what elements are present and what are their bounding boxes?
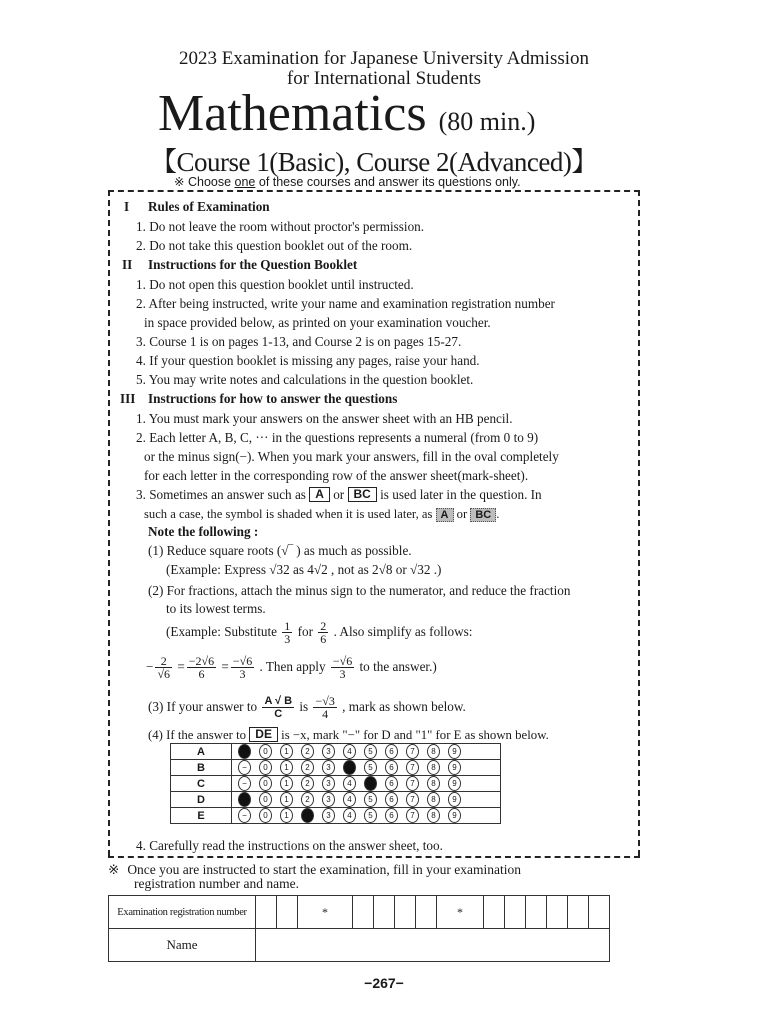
mark-bubble: 6: [385, 808, 398, 823]
shaded-box-bc: BC: [470, 508, 496, 522]
section1-item-2: 2. Do not take this question booklet out of the room.: [136, 238, 413, 253]
mark-bubble: −: [238, 744, 251, 759]
section3-title: Instructions for how to answer the questions: [148, 391, 398, 406]
mark-bubble: 3: [322, 792, 335, 807]
mark-bubble: 8: [427, 776, 440, 791]
section3-item-2a: 2. Each letter A, B, C, ··· in the questions represents a numeral (from 0 to 9): [136, 430, 539, 445]
mark-bubble: 9: [448, 792, 461, 807]
mark-bubble: 0: [259, 808, 272, 823]
mark-bubble: −: [238, 776, 251, 791]
mark-bubble: 2: [301, 808, 314, 823]
mark-bubble: 2: [301, 792, 314, 807]
mark-bubble: 8: [427, 760, 440, 775]
exam-title-line1: 2023 Examination for Japanese University Admission: [178, 48, 590, 69]
fraction-mrt6-3b: [331, 655, 354, 680]
mark-bubble: 5: [364, 760, 377, 775]
answer-box-bc: BC: [348, 487, 377, 502]
frame-right: [638, 190, 640, 856]
course-heading: 【Course 1(Basic), Course 2(Advanced)】: [150, 147, 598, 177]
note-text: Choose: [187, 175, 235, 189]
note3-text-end: , mark as shown below.: [342, 699, 466, 714]
mark-row-label: A: [171, 744, 232, 760]
mark-bubble: 4: [343, 760, 356, 775]
frac-num: −√6: [232, 654, 253, 669]
section1-heading: [124, 199, 270, 215]
mark-bubble: 6: [385, 792, 398, 807]
mark-bubble: 0: [259, 744, 272, 759]
section3-item-3a: [136, 487, 542, 503]
mark-bubble: −: [238, 808, 251, 823]
mark-row: [171, 744, 501, 760]
reg-digit-cell[interactable]: [277, 896, 298, 929]
frac-den: 6: [320, 632, 327, 647]
note-1: (1) Reduce square roots (√‾ ) as much as possible.: [148, 543, 412, 558]
mark-bubble: −: [238, 760, 251, 775]
registration-number-label: Examination registration number: [109, 896, 256, 929]
note-1-example: (Example: Express √32 as 4√2 , not as 2√8 or √32 .): [166, 562, 442, 577]
section2-title: Instructions for the Question Booklet: [148, 257, 358, 272]
registration-table: [108, 895, 610, 962]
mark-bubble: 5: [364, 776, 377, 791]
frame-bottom: [108, 856, 640, 858]
note4-text-end: is −x, mark "−" for D and "1" for E as shown below.: [281, 728, 549, 742]
example-for: for: [297, 624, 313, 639]
footer-note-line2: registration number and name.: [134, 876, 299, 891]
mark-bubble: 9: [448, 760, 461, 775]
subject-title: [158, 84, 535, 143]
reg-digit-cell[interactable]: [395, 896, 416, 929]
section2-item-2: 2. After being instructed, write your name and examination registration number: [136, 296, 555, 311]
section1-title: Rules of Examination: [148, 199, 270, 214]
footer-note-mark: ※: [108, 862, 120, 877]
footer-note-text: Once you are instructed to start the examination, fill in your examination: [127, 862, 521, 877]
reg-digit-cell[interactable]: [416, 896, 437, 929]
section1-item-1: 1. Do not leave the room without proctor's permission.: [136, 219, 425, 234]
item3-or: or: [333, 487, 345, 502]
section3-number: III: [120, 391, 136, 406]
mark-bubble: 2: [301, 760, 314, 775]
mark-row-label: D: [171, 792, 232, 808]
example-text-end: . Also simplify as follows:: [333, 624, 473, 639]
note3-is: is: [299, 699, 309, 714]
note3-text: (3) If your answer to: [148, 699, 258, 714]
mark-bubble: 5: [364, 792, 377, 807]
mark-bubble: 1: [280, 776, 293, 791]
mark-bubble: 8: [427, 808, 440, 823]
reg-digit-cell[interactable]: [256, 896, 277, 929]
frac-den: 6: [198, 667, 205, 682]
mark-bubble: 7: [406, 760, 419, 775]
answer-box-a: A: [309, 487, 330, 502]
frac-num: −√6: [332, 654, 353, 669]
note4-text: (4) If the answer to: [148, 728, 247, 742]
mark-bubble: 6: [385, 760, 398, 775]
example-then: . Then apply: [259, 659, 326, 674]
frac-den: 3: [339, 667, 346, 682]
mark-bubble: 3: [322, 744, 335, 759]
fraction-mrt6-3: [231, 655, 254, 680]
mark-row: [171, 776, 501, 792]
section2-item-1: 1. Do not open this question booklet until instructed.: [136, 277, 414, 292]
mark-bubble: 8: [427, 744, 440, 759]
example-text-end-2: to the answer.): [359, 659, 437, 674]
mark-row-label: B: [171, 760, 232, 776]
mark-bubbles: [232, 792, 501, 808]
item3b-text: such a case, the symbol is shaded when it is used later, as: [144, 507, 433, 521]
fraction-2-6: [318, 620, 328, 645]
frac-den: C: [274, 708, 283, 721]
reg-star-cell: *: [298, 896, 353, 929]
section3-item-2b: or the minus sign(−). When you mark your answers, fill in the oval completely: [144, 449, 559, 464]
item3b-or: or: [456, 507, 468, 521]
mark-row: [171, 792, 501, 808]
frac-num: −√3: [315, 694, 335, 709]
note-text-end: of these courses and answer its questions only.: [255, 175, 521, 189]
course-choice-note: [174, 174, 521, 189]
answer-box-de: DE: [249, 727, 278, 742]
section2-item-2-cont: in space provided below, as printed on your examination voucher.: [144, 315, 491, 330]
mark-bubble: 3: [322, 808, 335, 823]
frac-den: √6: [157, 667, 171, 682]
note-2b: to its lowest terms.: [166, 601, 266, 616]
mark-bubble: 7: [406, 776, 419, 791]
section2-item-4: 4. If your question booklet is missing any pages, raise your hand.: [136, 353, 480, 368]
note-2a: (2) For fractions, attach the minus sign to the numerator, and reduce the fraction: [148, 583, 571, 598]
note-2-example: [166, 618, 472, 646]
mark-bubble: 6: [385, 776, 398, 791]
shaded-box-a: A: [436, 508, 454, 522]
mark-bubble: 6: [385, 744, 398, 759]
exam-title-line2: for International Students: [286, 68, 482, 89]
subject-name: Mathematics: [158, 85, 427, 142]
section2-item-3: 3. Course 1 is on pages 1-13, and Course 2 is on pages 15-27.: [136, 334, 462, 349]
example-text: (Example: Substitute: [166, 624, 277, 639]
section2-heading: [122, 257, 357, 273]
mark-bubble: 5: [364, 808, 377, 823]
mark-bubble: 0: [259, 760, 272, 775]
reg-digit-cell[interactable]: [526, 896, 547, 929]
mark-bubble: 4: [343, 792, 356, 807]
section3-heading: [120, 391, 397, 407]
mark-bubble: 1: [280, 760, 293, 775]
mark-bubble: 0: [259, 776, 272, 791]
section3-item-1: 1. You must mark your answers on the answer sheet with an HB pencil.: [136, 411, 513, 426]
fraction-2-rt6: [155, 655, 172, 680]
mark-bubbles: [232, 776, 501, 792]
mark-bubble: 4: [343, 744, 356, 759]
mark-bubble: 7: [406, 792, 419, 807]
mark-bubble: 9: [448, 744, 461, 759]
reg-digit-cell[interactable]: [353, 896, 374, 929]
name-label: Name: [109, 929, 256, 962]
reg-digit-cell[interactable]: [505, 896, 526, 929]
mark-bubble: 3: [322, 776, 335, 791]
mark-bubble: 1: [280, 792, 293, 807]
note-mark: ※: [174, 175, 185, 189]
frame-left: [108, 190, 110, 856]
mark-bubble: 4: [343, 776, 356, 791]
mark-bubble: 8: [427, 792, 440, 807]
mark-bubble: 9: [448, 808, 461, 823]
mark-row-label: E: [171, 808, 232, 824]
fraction-1-3: [282, 620, 292, 645]
mark-bubble: 1: [280, 744, 293, 759]
mark-bubble: 2: [301, 744, 314, 759]
section2-number: II: [122, 257, 133, 272]
mark-row: [171, 808, 501, 824]
mark-bubble: 3: [322, 760, 335, 775]
reg-digit-cell[interactable]: [547, 896, 568, 929]
frac-num: 1: [284, 619, 291, 634]
mark-example-table: [170, 743, 501, 824]
note-3: [148, 692, 466, 722]
frame-top: [108, 190, 640, 192]
mark-bubble: 5: [364, 744, 377, 759]
note-emphasis: one: [234, 175, 256, 189]
reg-digit-cell[interactable]: [589, 896, 610, 929]
mark-bubble: 4: [343, 808, 356, 823]
name-field[interactable]: [256, 929, 610, 962]
reg-digit-cell[interactable]: [568, 896, 589, 929]
reg-star-cell: *: [437, 896, 484, 929]
frac-num: A √ B: [264, 695, 293, 708]
fraction-mrt3-4: [313, 695, 336, 720]
item3-text: 3. Sometimes an answer such as: [136, 487, 306, 502]
frac-den: 4: [322, 707, 329, 722]
page-number: −267−: [364, 975, 404, 991]
mark-bubble: 1: [280, 808, 293, 823]
frac-den: 3: [284, 632, 291, 647]
section2-item-5: 5. You may write notes and calculations in the question booklet.: [136, 372, 474, 387]
item3-text-end: is used later in the question. In: [380, 487, 542, 502]
fraction-answer-template: [262, 695, 294, 720]
mark-bubble: −: [238, 792, 251, 807]
note-4: [148, 727, 549, 743]
mark-row-label: C: [171, 776, 232, 792]
frac-den: 3: [239, 667, 246, 682]
frac-num: 2: [320, 619, 327, 634]
note-heading: Note the following :: [148, 524, 259, 539]
mark-bubble: 0: [259, 792, 272, 807]
mark-bubbles: [232, 760, 501, 776]
mark-bubble: 9: [448, 776, 461, 791]
fraction-m2rt6-6: [187, 655, 216, 680]
frac-num: −2√6: [188, 654, 215, 669]
section3-item-3b: such a case, the symbol is shaded when it is used later, as A or BC .: [144, 507, 500, 521]
section3-item-4: 4. Carefully read the instructions on the answer sheet, too.: [136, 838, 443, 853]
note-2-example-2: − $\frac{2}{√6}$ = $\frac{-2√6}{6}$ = $\frac{-√6}{3}$ . Then apply $\frac{-√6}{3}$ to the answer.): [146, 654, 437, 682]
exam-duration: (80 min.): [438, 107, 536, 136]
reg-digit-cell[interactable]: [374, 896, 395, 929]
mark-bubbles: [232, 744, 501, 760]
mark-row: [171, 760, 501, 776]
mark-bubble: 7: [406, 744, 419, 759]
reg-digit-cell[interactable]: [484, 896, 505, 929]
mark-bubble: 7: [406, 808, 419, 823]
frac-num: 2: [155, 655, 172, 668]
mark-bubble: 2: [301, 776, 314, 791]
mark-bubbles: [232, 808, 501, 824]
section1-number: I: [124, 199, 130, 214]
section3-item-2c: for each letter in the corresponding row of the answer sheet(mark-sheet).: [144, 468, 529, 483]
